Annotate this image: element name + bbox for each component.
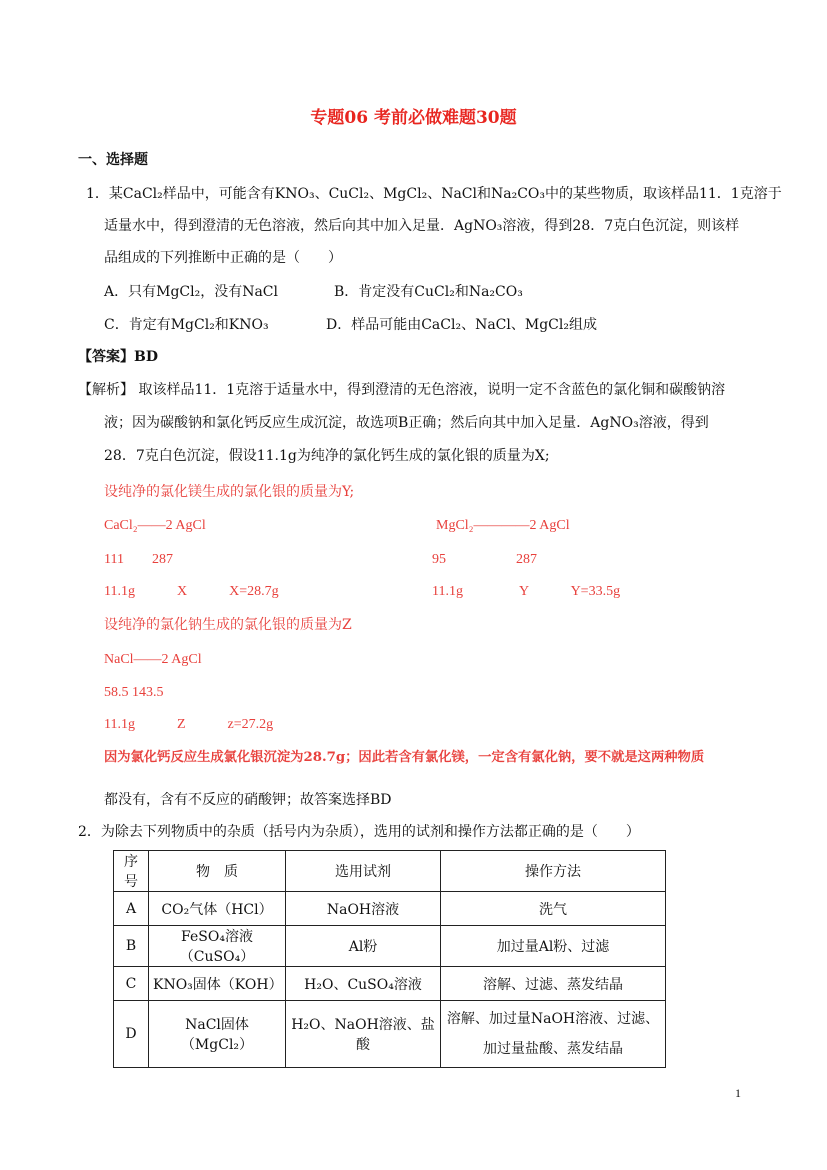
table-cell: 加过量Al粉、过滤 bbox=[441, 926, 666, 967]
q1-answer: 【答案】BD bbox=[78, 349, 158, 365]
q1-conclusion: 都没有，含有不反应的硝酸钾；故答案选择BD bbox=[104, 792, 392, 808]
table-cell: KNO₃固体（KOH） bbox=[149, 967, 286, 1001]
header-cell: 序号 bbox=[114, 851, 149, 892]
table-cell: NaOH溶液 bbox=[286, 892, 441, 926]
mgcl2-equation: MgCl₂————2 AgCl bbox=[436, 518, 570, 533]
table-cell: C bbox=[114, 967, 149, 1001]
table-cell: H₂O、CuSO₄溶液 bbox=[286, 967, 441, 1001]
cacl2-mass: 111 287 bbox=[104, 552, 173, 567]
table-cell: CO₂气体（HCl） bbox=[149, 892, 286, 926]
nacl-values: 11.1g Z z=27.2g bbox=[104, 717, 274, 732]
table-cell: 溶解、过滤、蒸发结晶 bbox=[441, 967, 666, 1001]
table-cell: NaCl固体（MgCl₂） bbox=[149, 1001, 286, 1068]
table-cell: 溶解、加过量NaOH溶液、过滤、加过量盐酸、蒸发结晶 bbox=[441, 1001, 666, 1068]
q2-stem: 2．为除去下列物质中的杂质（括号内为杂质），选用的试剂和操作方法都正确的是（ ） bbox=[78, 824, 640, 840]
page-number: 1 bbox=[735, 1086, 741, 1100]
header-cell: 物 质 bbox=[149, 851, 286, 892]
table-row bbox=[114, 892, 666, 926]
q1-analysis-line1: 【解析】 取该样品11．1克溶于适量水中，得到澄清的无色溶液，说明一定不含蓝色的氯化铜和碳酸钠溶 bbox=[78, 382, 726, 398]
q1-option-c: C．肯定有MgCl₂和KNO₃ bbox=[104, 317, 269, 333]
nacl-equation: NaCl——2 AgCl bbox=[104, 652, 202, 667]
cacl2-values: 11.1g X X=28.7g bbox=[104, 584, 279, 599]
red-conclusion: 因为氯化钙反应生成氯化银沉淀为28.7g；因此若含有氯化镁，一定含有氯化钠，要不就是这两种物质 bbox=[104, 750, 705, 765]
q1-analysis-line3: 28．7克白色沉淀，假设11.1g为纯净的氯化钙生成的氯化银的质量为X; bbox=[104, 448, 550, 464]
red-note-y: 设纯净的氯化镁生成的氯化银的质量为Y; bbox=[104, 484, 355, 500]
table-row bbox=[114, 926, 666, 967]
mgcl2-values: 11.1g Y Y=33.5g bbox=[432, 584, 621, 599]
table-cell: B bbox=[114, 926, 149, 967]
q2-table bbox=[113, 850, 666, 1068]
q1-stem-line3: 品组成的下列推断中正确的是（ ） bbox=[104, 250, 342, 266]
q1-option-d: D．样品可能由CaCl₂、NaCl、MgCl₂组成 bbox=[326, 317, 597, 333]
table-row bbox=[114, 967, 666, 1001]
table-cell: FeSO₄溶液（CuSO₄） bbox=[149, 926, 286, 967]
table-cell: H₂O、NaOH溶液、盐酸 bbox=[286, 1001, 441, 1068]
q1-stem-line2: 适量水中，得到澄清的无色溶液，然后向其中加入足量．AgNO₃溶液，得到28．7克白色沉淀，则该样 bbox=[104, 218, 740, 234]
header-cell: 操作方法 bbox=[441, 851, 666, 892]
nacl-mass: 58.5 143.5 bbox=[104, 685, 164, 700]
q1-option-b: B．肯定没有CuCl₂和Na₂CO₃ bbox=[334, 284, 523, 300]
table-cell: D bbox=[114, 1001, 149, 1068]
q1-stem-line1: 1．某CaCl₂样品中，可能含有KNO₃、CuCl₂、MgCl₂、NaCl和Na₂CO₃中的某些物质，取该样品11．1克溶于 bbox=[86, 186, 782, 202]
q1-analysis-line2: 液；因为碳酸钠和氯化钙反应生成沉淀，故选项B正确；然后向其中加入足量．AgNO₃溶液，得到 bbox=[104, 415, 709, 431]
header-cell: 选用试剂 bbox=[286, 851, 441, 892]
page-title: 专题06 考前必做难题30题 bbox=[310, 108, 517, 128]
mgcl2-mass: 95 287 bbox=[432, 552, 537, 567]
table-cell: 洗气 bbox=[441, 892, 666, 926]
table-header-row bbox=[114, 851, 666, 892]
red-note-z: 设纯净的氯化钠生成的氯化银的质量为Z bbox=[104, 617, 352, 633]
q1-option-a: A．只有MgCl₂，没有NaCl bbox=[104, 284, 278, 300]
cacl2-equation: CaCl₂——2 AgCl bbox=[104, 518, 206, 533]
table-cell: A bbox=[114, 892, 149, 926]
section-heading: 一、选择题 bbox=[78, 152, 148, 168]
table-cell: Al粉 bbox=[286, 926, 441, 967]
table-row bbox=[114, 1001, 666, 1068]
